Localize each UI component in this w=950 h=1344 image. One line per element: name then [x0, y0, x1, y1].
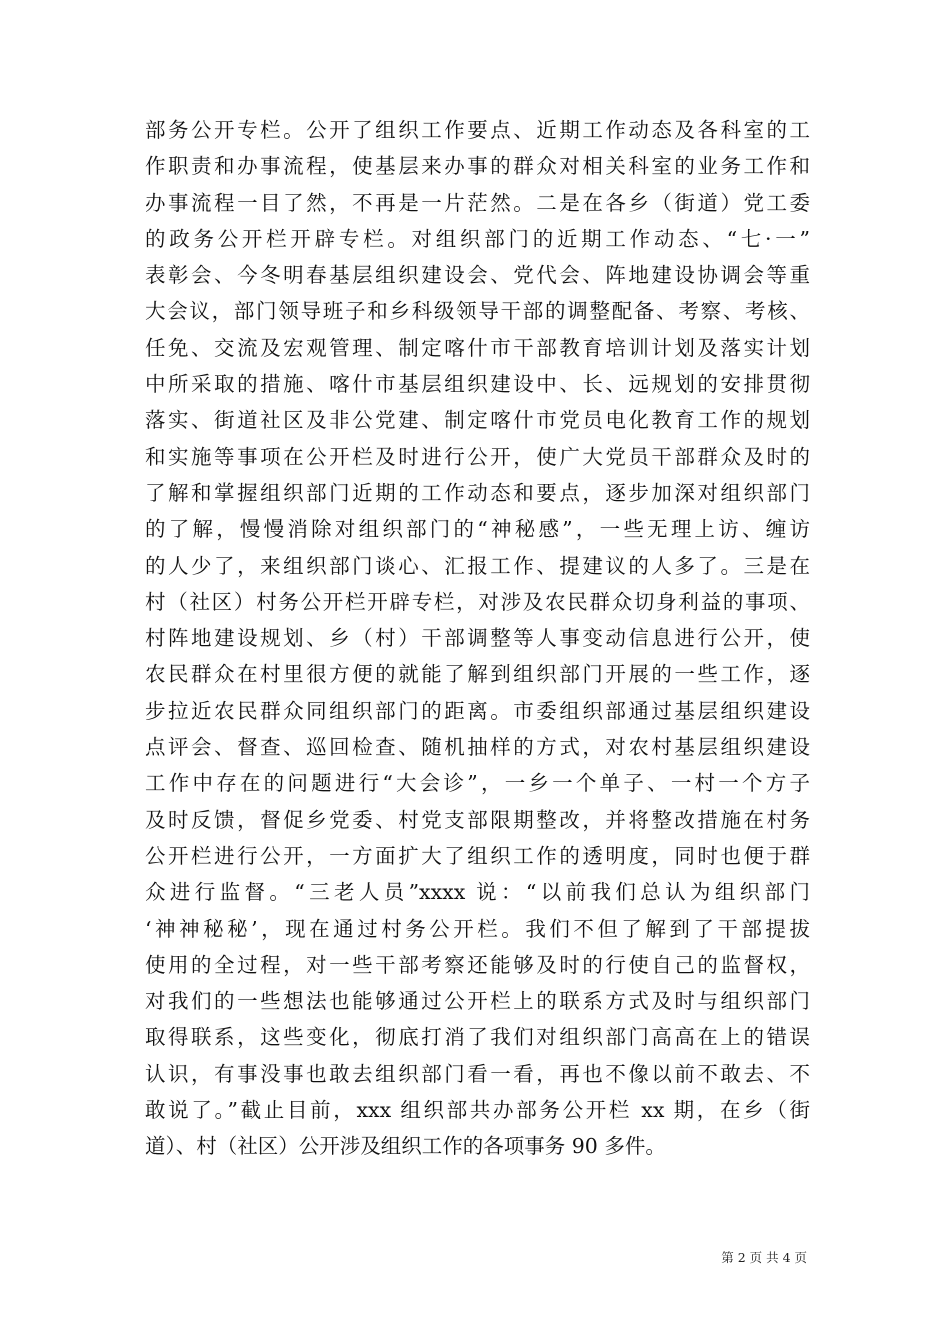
- text-line: 工作中存在的问题进行“大会诊”，一乡一个单子、一村一个方子: [145, 771, 810, 796]
- text-line: 步拉近农民群众同组织部门的距离。市委组织部通过基层组织建设: [145, 698, 810, 723]
- page-number: 第 2 页 共 4 页: [721, 1250, 807, 1265]
- body-paragraph: [145, 112, 810, 1165]
- text-line: 敢说了。”截止目前，xxx 组织部共办部务公开栏 xx 期，在乡（街: [145, 1098, 810, 1123]
- text-line: 取得联系，这些变化，彻底打消了我们对组织部门高高在上的错误: [145, 1025, 810, 1050]
- text-line: 村（社区）村务公开栏开辟专栏，对涉及农民群众切身利益的事项、: [145, 589, 810, 614]
- text-line: 作职责和办事流程，使基层来办事的群众对相关科室的业务工作和: [145, 154, 810, 179]
- text-line: 部务公开专栏。公开了组织工作要点、近期工作动态及各科室的工: [145, 118, 810, 142]
- text-line: 认识，有事没事也敢去组织部门看一看，再也不像以前不敢去、不: [145, 1061, 810, 1086]
- text-line: 表彰会、今冬明春基层组织建设会、党代会、阵地建设协调会等重: [145, 263, 810, 288]
- text-line: ‘神神秘秘’，现在通过村务公开栏。我们不但了解到了干部提拔: [145, 916, 810, 941]
- text-line: 村阵地建设规划、乡（村）干部调整等人事变动信息进行公开，使: [145, 626, 810, 651]
- text-line: 和实施等事项在公开栏及时进行公开，使广大党员干部群众及时的: [145, 444, 810, 469]
- text-line: 的政务公开栏开辟专栏。对组织部门的近期工作动态、“七·一”: [145, 226, 810, 251]
- text-line: 公开栏进行公开，一方面扩大了组织工作的透明度，同时也便于群: [145, 843, 810, 868]
- text-line: 大会议，部门领导班子和乡科级领导干部的调整配备、考察、考核、: [145, 299, 810, 324]
- text-line: 中所采取的措施、喀什市基层组织建设中、长、远规划的安排贯彻: [145, 372, 810, 397]
- text-line: 的了解，慢慢消除对组织部门的“神秘感”，一些无理上访、缠访: [145, 517, 810, 542]
- text-line: 落实、街道社区及非公党建、制定喀什市党员电化教育工作的规划: [145, 408, 810, 433]
- text-line: 点评会、督查、巡回检查、随机抽样的方式，对农村基层组织建设: [145, 735, 810, 760]
- text-line: 道）、村（社区）公开涉及组织工作的各项事务 90 多件。: [145, 1134, 666, 1159]
- text-line: 了解和掌握组织部门近期的工作动态和要点，逐步加深对组织部门: [145, 480, 810, 505]
- text-line: 对我们的一些想法也能够通过公开栏上的联系方式及时与组织部门: [145, 989, 810, 1014]
- text-line: 众进行监督。“三老人员”xxxx 说：“以前我们总认为组织部门: [145, 880, 810, 905]
- text-line: 使用的全过程，对一些干部考察还能够及时的行使自己的监督权，: [145, 952, 810, 977]
- text-line: 农民群众在村里很方便的就能了解到组织部门开展的一些工作，逐: [145, 662, 810, 687]
- text-line: 及时反馈，督促乡党委、村党支部限期整改，并将整改措施在村务: [145, 807, 810, 832]
- text-line: 任免、交流及宏观管理、制定喀什市干部教育培训计划及落实计划: [145, 335, 810, 360]
- text-line: 的人少了，来组织部门谈心、汇报工作、提建议的人多了。三是在: [145, 553, 810, 578]
- text-line: 办事流程一目了然，不再是一片茫然。二是在各乡（街道）党工委: [145, 190, 810, 215]
